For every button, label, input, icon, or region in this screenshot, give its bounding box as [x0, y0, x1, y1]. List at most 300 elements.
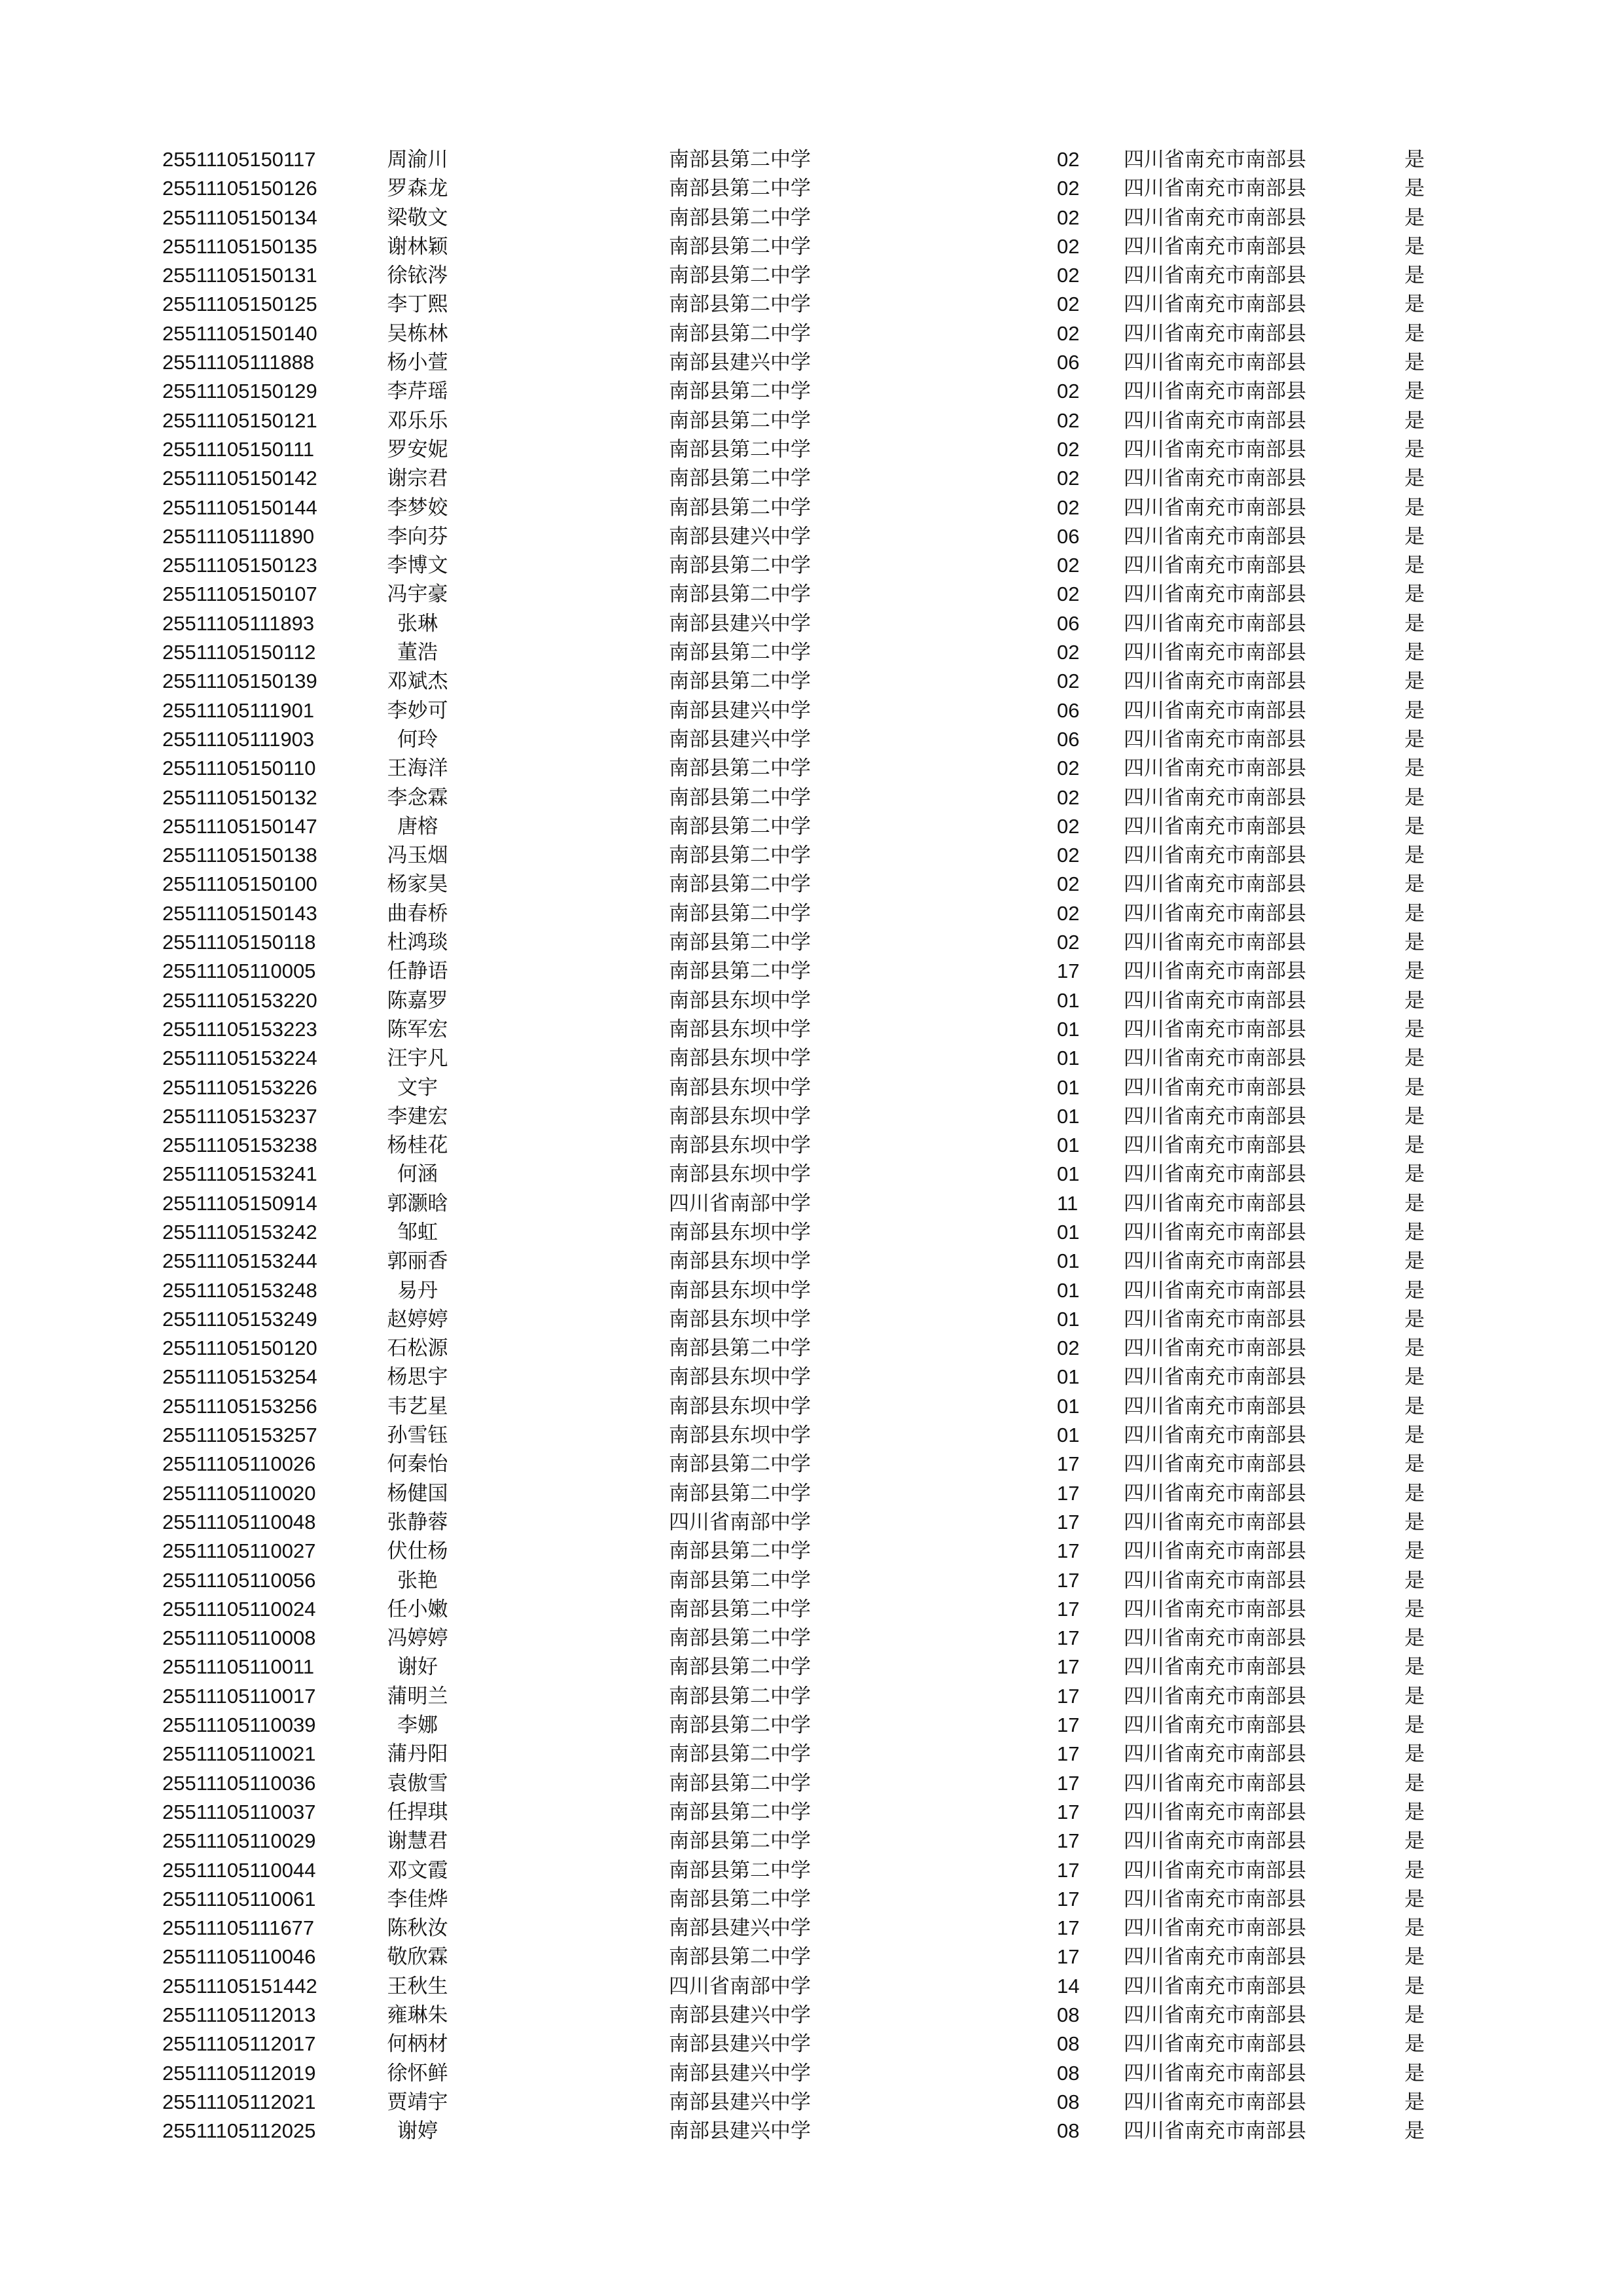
school-name-cell: 南部县建兴中学 — [669, 2032, 811, 2056]
status-flag-cell: 是 — [1404, 2090, 1425, 2113]
region-cell: 四川省南充市南部县 — [1124, 2032, 1306, 2056]
region-cell: 四川省南充市南部县 — [1124, 1829, 1306, 1853]
status-flag-cell: 是 — [1404, 1597, 1425, 1621]
region-cell: 四川省南充市南部县 — [1124, 437, 1306, 461]
class-code-cell: 02 — [1057, 872, 1080, 896]
school-name-cell: 南部县第二中学 — [669, 1945, 811, 1969]
school-name-cell: 南部县第二中学 — [669, 1539, 811, 1563]
class-code-cell: 02 — [1057, 321, 1080, 345]
table-row — [0, 2117, 1623, 2145]
table-row — [0, 1769, 1623, 1798]
student-id-cell: 25511105150110 — [162, 757, 316, 780]
status-flag-cell: 是 — [1404, 1220, 1425, 1244]
student-name-cell: 杨小萱 — [387, 351, 448, 374]
region-cell: 四川省南充市南部县 — [1124, 1742, 1306, 1766]
student-id-cell: 25511105153249 — [162, 1307, 317, 1331]
student-name-cell: 李建宏 — [387, 1104, 448, 1128]
region-cell: 四川省南充市南部县 — [1124, 1568, 1306, 1592]
region-cell: 四川省南充市南部县 — [1124, 611, 1306, 635]
status-flag-cell: 是 — [1404, 1134, 1425, 1157]
region-cell: 四川省南充市南部县 — [1124, 1424, 1306, 1447]
school-name-cell: 南部县第二中学 — [669, 293, 811, 316]
class-code-cell: 14 — [1057, 1974, 1080, 1998]
student-id-cell: 25511105150129 — [162, 380, 317, 403]
table-row — [0, 1421, 1623, 1450]
student-name-cell: 李芹瑶 — [387, 380, 448, 403]
class-code-cell: 17 — [1057, 1452, 1080, 1476]
table-row — [0, 2001, 1623, 2030]
student-name-cell: 李佳烨 — [387, 1887, 448, 1910]
table-row — [0, 551, 1623, 580]
class-code-cell: 02 — [1057, 495, 1080, 519]
status-flag-cell: 是 — [1404, 1684, 1425, 1708]
student-name-cell: 雍琳朱 — [387, 2003, 448, 2026]
class-code-cell: 02 — [1057, 785, 1080, 809]
school-name-cell: 南部县第二中学 — [669, 380, 811, 403]
region-cell: 四川省南充市南部县 — [1124, 1104, 1306, 1128]
region-cell: 四川省南充市南部县 — [1124, 495, 1306, 519]
table-row — [0, 1508, 1623, 1537]
school-name-cell: 南部县第二中学 — [669, 931, 811, 954]
student-id-cell: 25511105111888 — [162, 351, 315, 374]
region-cell: 四川省南充市南部县 — [1124, 1191, 1306, 1215]
status-flag-cell: 是 — [1404, 1800, 1425, 1823]
status-flag-cell: 是 — [1404, 206, 1425, 229]
table-row — [0, 667, 1623, 696]
table-row — [0, 638, 1623, 667]
region-cell: 四川省南充市南部县 — [1124, 814, 1306, 838]
region-cell: 四川省南充市南部县 — [1124, 960, 1306, 983]
student-id-cell: 25511105150144 — [162, 495, 317, 519]
school-name-cell: 南部县第二中学 — [669, 814, 811, 838]
table-row — [0, 174, 1623, 203]
student-id-cell: 25511105110056 — [162, 1568, 316, 1592]
class-code-cell: 11 — [1057, 1191, 1079, 1215]
student-name-cell: 何柄材 — [387, 2032, 448, 2056]
class-code-cell: 01 — [1057, 1424, 1080, 1447]
student-id-cell: 25511105110046 — [162, 1945, 316, 1969]
table-row — [0, 2030, 1623, 2058]
school-name-cell: 南部县第二中学 — [669, 264, 811, 287]
school-name-cell: 南部县第二中学 — [669, 1568, 811, 1592]
school-name-cell: 南部县第二中学 — [669, 1829, 811, 1853]
student-id-cell: 25511105150131 — [162, 264, 317, 287]
status-flag-cell: 是 — [1404, 1278, 1425, 1302]
table-row — [0, 1972, 1623, 2001]
region-cell: 四川省南充市南部县 — [1124, 554, 1306, 577]
student-id-cell: 25511105153226 — [162, 1075, 317, 1099]
region-cell: 四川省南充市南部县 — [1124, 1684, 1306, 1708]
school-name-cell: 南部县第二中学 — [669, 554, 811, 577]
school-name-cell: 南部县东坝中学 — [669, 1047, 811, 1070]
class-code-cell: 02 — [1057, 641, 1080, 664]
table-row — [0, 464, 1623, 493]
student-id-cell: 25511105110005 — [162, 960, 316, 983]
status-flag-cell: 是 — [1404, 872, 1425, 896]
class-code-cell: 02 — [1057, 1336, 1080, 1360]
table-row — [0, 1566, 1623, 1595]
region-cell: 四川省南充市南部县 — [1124, 1539, 1306, 1563]
table-row — [0, 522, 1623, 551]
school-name-cell: 南部县第二中学 — [669, 872, 811, 896]
class-code-cell: 08 — [1057, 2119, 1080, 2143]
student-name-cell: 任小嫩 — [387, 1597, 448, 1621]
student-name-cell: 何秦怡 — [387, 1452, 448, 1476]
student-name-cell: 杨家昊 — [387, 872, 448, 896]
status-flag-cell: 是 — [1404, 1191, 1425, 1215]
table-row — [0, 145, 1623, 174]
school-name-cell: 南部县第二中学 — [669, 437, 811, 461]
student-name-cell: 李娜 — [397, 1713, 438, 1737]
status-flag-cell: 是 — [1404, 380, 1425, 403]
student-id-cell: 25511105150134 — [162, 206, 317, 229]
school-name-cell: 南部县第二中学 — [669, 1336, 811, 1360]
table-row — [0, 1131, 1623, 1160]
student-id-cell: 25511105153248 — [162, 1278, 317, 1302]
student-id-cell: 25511105151442 — [162, 1974, 317, 1998]
school-name-cell: 南部县建兴中学 — [669, 698, 811, 722]
student-id-cell: 25511105110017 — [162, 1684, 316, 1708]
table-row — [0, 841, 1623, 870]
student-id-cell: 25511105110024 — [162, 1597, 316, 1621]
status-flag-cell: 是 — [1404, 2119, 1425, 2143]
school-name-cell: 南部县建兴中学 — [669, 351, 811, 374]
student-id-cell: 25511105110011 — [162, 1655, 315, 1679]
status-flag-cell: 是 — [1404, 785, 1425, 809]
class-code-cell: 01 — [1057, 1047, 1080, 1070]
table-row — [0, 1711, 1623, 1740]
student-name-cell: 李念霖 — [387, 785, 448, 809]
region-cell: 四川省南充市南部县 — [1124, 872, 1306, 896]
status-flag-cell: 是 — [1404, 727, 1425, 751]
student-id-cell: 25511105153224 — [162, 1047, 317, 1070]
region-cell: 四川省南充市南部县 — [1124, 757, 1306, 780]
student-name-cell: 赵婷婷 — [387, 1307, 448, 1331]
student-id-cell: 25511105150143 — [162, 901, 317, 925]
student-id-cell: 25511105112017 — [162, 2032, 316, 2056]
class-code-cell: 02 — [1057, 931, 1080, 954]
class-code-cell: 17 — [1057, 1597, 1080, 1621]
school-name-cell: 南部县东坝中学 — [669, 1307, 811, 1331]
school-name-cell: 南部县第二中学 — [669, 1887, 811, 1910]
school-name-cell: 南部县第二中学 — [669, 583, 811, 606]
status-flag-cell: 是 — [1404, 293, 1425, 316]
roster-table — [0, 145, 1623, 2145]
class-code-cell: 17 — [1057, 1655, 1080, 1679]
status-flag-cell: 是 — [1404, 351, 1425, 374]
table-row — [0, 1073, 1623, 1102]
student-name-cell: 邓斌杰 — [387, 670, 448, 693]
table-row — [0, 1189, 1623, 1218]
student-name-cell: 唐榕 — [397, 814, 438, 838]
student-name-cell: 易丹 — [397, 1278, 438, 1302]
student-id-cell: 25511105153223 — [162, 1017, 317, 1041]
student-id-cell: 25511105110036 — [162, 1771, 316, 1795]
student-id-cell: 25511105150138 — [162, 844, 317, 867]
student-id-cell: 25511105150914 — [162, 1191, 317, 1215]
class-code-cell: 02 — [1057, 554, 1080, 577]
school-name-cell: 南部县第二中学 — [669, 234, 811, 258]
table-row — [0, 2059, 1623, 2088]
student-id-cell: 25511105110039 — [162, 1713, 316, 1737]
status-flag-cell: 是 — [1404, 901, 1425, 925]
student-name-cell: 张艳 — [397, 1568, 438, 1592]
class-code-cell: 17 — [1057, 1626, 1080, 1650]
class-code-cell: 01 — [1057, 1394, 1080, 1418]
region-cell: 四川省南充市南部县 — [1124, 321, 1306, 345]
status-flag-cell: 是 — [1404, 960, 1425, 983]
school-name-cell: 南部县第二中学 — [669, 495, 811, 519]
class-code-cell: 01 — [1057, 1220, 1080, 1244]
table-row — [0, 290, 1623, 319]
status-flag-cell: 是 — [1404, 495, 1425, 519]
class-code-cell: 17 — [1057, 1945, 1080, 1969]
school-name-cell: 南部县第二中学 — [669, 1771, 811, 1795]
status-flag-cell: 是 — [1404, 1047, 1425, 1070]
class-code-cell: 17 — [1057, 1829, 1080, 1853]
class-code-cell: 06 — [1057, 524, 1080, 548]
student-name-cell: 李博文 — [387, 554, 448, 577]
status-flag-cell: 是 — [1404, 1307, 1425, 1331]
student-id-cell: 25511105110061 — [162, 1887, 316, 1910]
status-flag-cell: 是 — [1404, 1945, 1425, 1969]
student-name-cell: 蒲明兰 — [387, 1684, 448, 1708]
school-name-cell: 南部县东坝中学 — [669, 1249, 811, 1273]
student-id-cell: 25511105111890 — [162, 524, 315, 548]
student-id-cell: 25511105153256 — [162, 1394, 317, 1418]
student-name-cell: 李丁熙 — [387, 293, 448, 316]
table-row — [0, 1624, 1623, 1653]
region-cell: 四川省南充市南部县 — [1124, 1713, 1306, 1737]
class-code-cell: 17 — [1057, 960, 1080, 983]
status-flag-cell: 是 — [1404, 1365, 1425, 1389]
student-id-cell: 25511105153244 — [162, 1249, 317, 1273]
student-name-cell: 徐怀鲜 — [387, 2061, 448, 2085]
student-name-cell: 邹虹 — [397, 1220, 438, 1244]
region-cell: 四川省南充市南部县 — [1124, 1249, 1306, 1273]
school-name-cell: 南部县第二中学 — [669, 960, 811, 983]
student-id-cell: 25511105110020 — [162, 1481, 316, 1505]
table-row — [0, 1160, 1623, 1189]
student-name-cell: 杨健国 — [387, 1481, 448, 1505]
region-cell: 四川省南充市南部县 — [1124, 901, 1306, 925]
table-row — [0, 1334, 1623, 1363]
student-name-cell: 冯婷婷 — [387, 1626, 448, 1650]
student-name-cell: 曲春桥 — [387, 901, 448, 925]
class-code-cell: 01 — [1057, 1249, 1080, 1273]
region-cell: 四川省南充市南部县 — [1124, 931, 1306, 954]
table-row — [0, 986, 1623, 1015]
table-row — [0, 957, 1623, 986]
table-row — [0, 1885, 1623, 1914]
school-name-cell: 南部县第二中学 — [669, 757, 811, 780]
school-name-cell: 南部县东坝中学 — [669, 1394, 811, 1418]
student-name-cell: 谢婷 — [397, 2119, 438, 2143]
school-name-cell: 南部县东坝中学 — [669, 1424, 811, 1447]
student-name-cell: 汪宇凡 — [387, 1047, 448, 1070]
class-code-cell: 02 — [1057, 408, 1080, 432]
status-flag-cell: 是 — [1404, 1568, 1425, 1592]
region-cell: 四川省南充市南部县 — [1124, 1278, 1306, 1302]
school-name-cell: 南部县第二中学 — [669, 1713, 811, 1737]
region-cell: 四川省南充市南部县 — [1124, 2061, 1306, 2085]
student-id-cell: 25511105110008 — [162, 1626, 316, 1650]
region-cell: 四川省南充市南部县 — [1124, 1887, 1306, 1910]
status-flag-cell: 是 — [1404, 177, 1425, 200]
school-name-cell: 南部县东坝中学 — [669, 1017, 811, 1041]
school-name-cell: 四川省南部中学 — [669, 1191, 811, 1215]
student-name-cell: 谢慧君 — [387, 1829, 448, 1853]
student-name-cell: 董浩 — [397, 641, 438, 664]
class-code-cell: 02 — [1057, 206, 1080, 229]
region-cell: 四川省南充市南部县 — [1124, 1394, 1306, 1418]
class-code-cell: 01 — [1057, 1134, 1080, 1157]
class-code-cell: 02 — [1057, 234, 1080, 258]
region-cell: 四川省南充市南部县 — [1124, 293, 1306, 316]
region-cell: 四川省南充市南部县 — [1124, 408, 1306, 432]
class-code-cell: 08 — [1057, 2032, 1080, 2056]
class-code-cell: 02 — [1057, 670, 1080, 693]
status-flag-cell: 是 — [1404, 1017, 1425, 1041]
school-name-cell: 南部县第二中学 — [669, 1626, 811, 1650]
student-name-cell: 韦艺星 — [387, 1394, 448, 1418]
status-flag-cell: 是 — [1404, 524, 1425, 548]
status-flag-cell: 是 — [1404, 2061, 1425, 2085]
table-row — [0, 348, 1623, 377]
status-flag-cell: 是 — [1404, 321, 1425, 345]
table-row — [0, 1943, 1623, 1971]
region-cell: 四川省南充市南部县 — [1124, 1916, 1306, 1940]
student-name-cell: 石松源 — [387, 1336, 448, 1360]
student-name-cell: 任捍琪 — [387, 1800, 448, 1823]
status-flag-cell: 是 — [1404, 1481, 1425, 1505]
region-cell: 四川省南充市南部县 — [1124, 1365, 1306, 1389]
status-flag-cell: 是 — [1404, 757, 1425, 780]
class-code-cell: 01 — [1057, 1162, 1080, 1186]
region-cell: 四川省南充市南部县 — [1124, 1336, 1306, 1360]
student-name-cell: 任静语 — [387, 960, 448, 983]
class-code-cell: 02 — [1057, 264, 1080, 287]
student-name-cell: 何涵 — [397, 1162, 438, 1186]
school-name-cell: 南部县第二中学 — [669, 670, 811, 693]
status-flag-cell: 是 — [1404, 641, 1425, 664]
region-cell: 四川省南充市南部县 — [1124, 1220, 1306, 1244]
class-code-cell: 17 — [1057, 1713, 1080, 1737]
student-id-cell: 25511105150125 — [162, 293, 317, 316]
class-code-cell: 08 — [1057, 2061, 1080, 2085]
status-flag-cell: 是 — [1404, 583, 1425, 606]
region-cell: 四川省南充市南部县 — [1124, 380, 1306, 403]
student-name-cell: 蒲丹阳 — [387, 1742, 448, 1766]
class-code-cell: 01 — [1057, 988, 1080, 1012]
student-name-cell: 冯玉烟 — [387, 844, 448, 867]
school-name-cell: 南部县东坝中学 — [669, 1278, 811, 1302]
class-code-cell: 01 — [1057, 1075, 1080, 1099]
region-cell: 四川省南充市南部县 — [1124, 1017, 1306, 1041]
class-code-cell: 01 — [1057, 1104, 1080, 1128]
school-name-cell: 南部县东坝中学 — [669, 988, 811, 1012]
region-cell: 四川省南充市南部县 — [1124, 177, 1306, 200]
school-name-cell: 南部县建兴中学 — [669, 2090, 811, 2113]
student-name-cell: 冯宇豪 — [387, 583, 448, 606]
student-name-cell: 张琳 — [397, 611, 438, 635]
status-flag-cell: 是 — [1404, 1424, 1425, 1447]
student-name-cell: 邓乐乐 — [387, 408, 448, 432]
student-name-cell: 李梦姣 — [387, 495, 448, 519]
school-name-cell: 南部县第二中学 — [669, 1655, 811, 1679]
status-flag-cell: 是 — [1404, 1336, 1425, 1360]
student-name-cell: 张静蓉 — [387, 1510, 448, 1534]
status-flag-cell: 是 — [1404, 1858, 1425, 1882]
student-id-cell: 25511105110029 — [162, 1829, 316, 1853]
student-id-cell: 25511105111677 — [162, 1916, 315, 1940]
student-name-cell: 罗安妮 — [387, 437, 448, 461]
student-id-cell: 25511105150107 — [162, 583, 317, 606]
class-code-cell: 17 — [1057, 1481, 1080, 1505]
student-name-cell: 李妙可 — [387, 698, 448, 722]
table-row — [0, 1363, 1623, 1391]
table-row — [0, 1740, 1623, 1768]
student-id-cell: 25511105153257 — [162, 1424, 317, 1447]
status-flag-cell: 是 — [1404, 437, 1425, 461]
status-flag-cell: 是 — [1404, 2003, 1425, 2026]
school-name-cell: 南部县第二中学 — [669, 1742, 811, 1766]
table-row — [0, 1856, 1623, 1885]
status-flag-cell: 是 — [1404, 554, 1425, 577]
status-flag-cell: 是 — [1404, 844, 1425, 867]
status-flag-cell: 是 — [1404, 1104, 1425, 1128]
student-name-cell: 徐铱涔 — [387, 264, 448, 287]
region-cell: 四川省南充市南部县 — [1124, 1452, 1306, 1476]
school-name-cell: 南部县第二中学 — [669, 177, 811, 200]
student-id-cell: 25511105111903 — [162, 727, 315, 751]
school-name-cell: 南部县第二中学 — [669, 1858, 811, 1882]
status-flag-cell: 是 — [1404, 1162, 1425, 1186]
status-flag-cell: 是 — [1404, 1713, 1425, 1737]
status-flag-cell: 是 — [1404, 1626, 1425, 1650]
student-id-cell: 25511105153220 — [162, 988, 317, 1012]
table-row — [0, 232, 1623, 261]
status-flag-cell: 是 — [1404, 670, 1425, 693]
student-name-cell: 文宇 — [397, 1075, 438, 1099]
school-name-cell: 南部县建兴中学 — [669, 1916, 811, 1940]
status-flag-cell: 是 — [1404, 1394, 1425, 1418]
table-row — [0, 1595, 1623, 1624]
student-name-cell: 伏仕杨 — [387, 1539, 448, 1563]
school-name-cell: 南部县第二中学 — [669, 148, 811, 171]
class-code-cell: 08 — [1057, 2090, 1080, 2113]
region-cell: 四川省南充市南部县 — [1124, 206, 1306, 229]
status-flag-cell: 是 — [1404, 611, 1425, 635]
school-name-cell: 四川省南部中学 — [669, 1974, 811, 1998]
student-id-cell: 25511105112021 — [162, 2090, 316, 2113]
class-code-cell: 02 — [1057, 583, 1080, 606]
table-row — [0, 1044, 1623, 1073]
table-row — [0, 204, 1623, 232]
region-cell: 四川省南充市南部县 — [1124, 148, 1306, 171]
table-row — [0, 2088, 1623, 2117]
student-id-cell: 25511105150132 — [162, 785, 317, 809]
school-name-cell: 南部县第二中学 — [669, 785, 811, 809]
school-name-cell: 南部县建兴中学 — [669, 2119, 811, 2143]
class-code-cell: 02 — [1057, 293, 1080, 316]
student-name-cell: 梁敬文 — [387, 206, 448, 229]
school-name-cell: 南部县第二中学 — [669, 844, 811, 867]
student-name-cell: 李向芬 — [387, 524, 448, 548]
student-id-cell: 25511105150147 — [162, 814, 317, 838]
region-cell: 四川省南充市南部县 — [1124, 2090, 1306, 2113]
class-code-cell: 08 — [1057, 2003, 1080, 2026]
